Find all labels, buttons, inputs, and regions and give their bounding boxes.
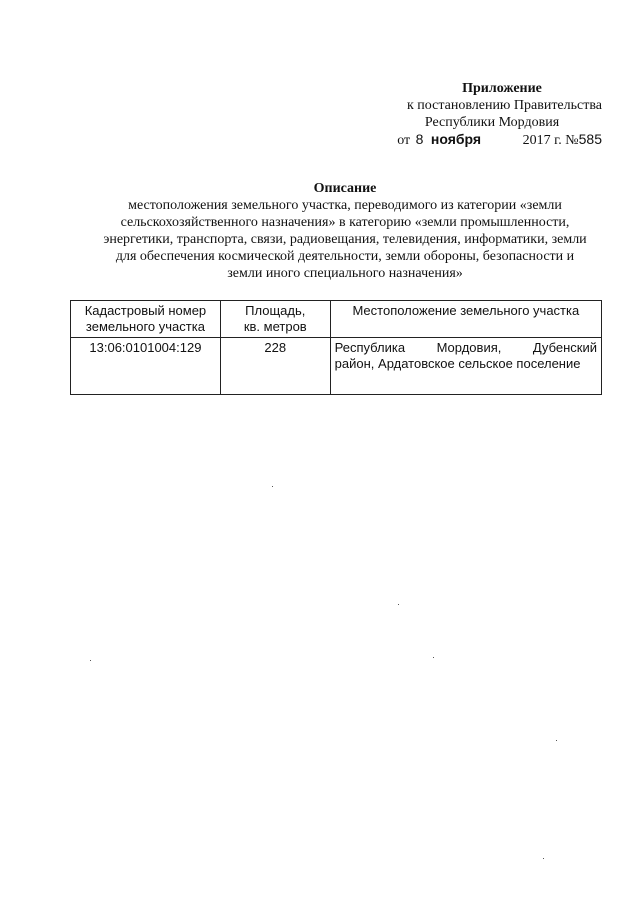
document-heading [90, 180, 600, 282]
heading-title: Описание [313, 181, 377, 196]
date-day: 8 [415, 131, 424, 147]
appendix-title: Приложение [462, 81, 542, 96]
scan-speck [543, 858, 544, 859]
appendix-line-2: Республики Мордовия [424, 115, 560, 130]
parcels-table [70, 300, 602, 395]
header-area-line-2: кв. метров [243, 319, 307, 334]
heading-line-5: земли иного специального назначения» [227, 266, 463, 281]
header-cadastral [71, 301, 221, 338]
cell-area: 228 [220, 338, 330, 395]
appendix-line-1: к постановлению Правительства [406, 98, 602, 113]
cell-location-line-1: Республика Мордовия, Дубенский [334, 340, 597, 355]
date-month: ноября [430, 131, 482, 147]
cell-cadastral: 13:06:0101004:129 [71, 338, 221, 395]
appendix-header [342, 80, 602, 149]
header-area-line-1: Площадь, [245, 303, 306, 318]
cell-location-line-2: район, Ардатовское сельское поселение [334, 356, 581, 371]
date-prefix: от [397, 133, 411, 148]
header-location: Местоположение земельного участка [330, 301, 601, 338]
appendix-date-line [342, 131, 602, 149]
header-area [220, 301, 330, 338]
scan-speck [90, 660, 91, 661]
scan-speck [398, 604, 399, 605]
date-year: 2017 г. [522, 133, 562, 148]
heading-line-3: энергетики, транспорта, связи, радиовещания, телевидения, информатики, земли [103, 232, 587, 247]
header-cadastral-line-2: земельного участка [85, 319, 205, 334]
heading-line-1: местоположения земельного участка, переводимого из категории «земли [128, 198, 562, 213]
table-row [71, 338, 602, 395]
heading-line-2: сельскохозяйственного назначения» в категорию «земли промышленности, [120, 215, 570, 230]
cell-location [330, 338, 601, 395]
header-cadastral-line-1: Кадастровый номер [84, 303, 207, 318]
decree-number: 585 [578, 131, 602, 147]
scan-speck [272, 486, 273, 487]
scan-speck [556, 740, 557, 741]
heading-line-4: для обеспечения космической деятельности, земли обороны, безопасности и [115, 249, 575, 264]
number-label: № [565, 133, 579, 148]
scan-speck [433, 657, 434, 658]
table-header-row [71, 301, 602, 338]
